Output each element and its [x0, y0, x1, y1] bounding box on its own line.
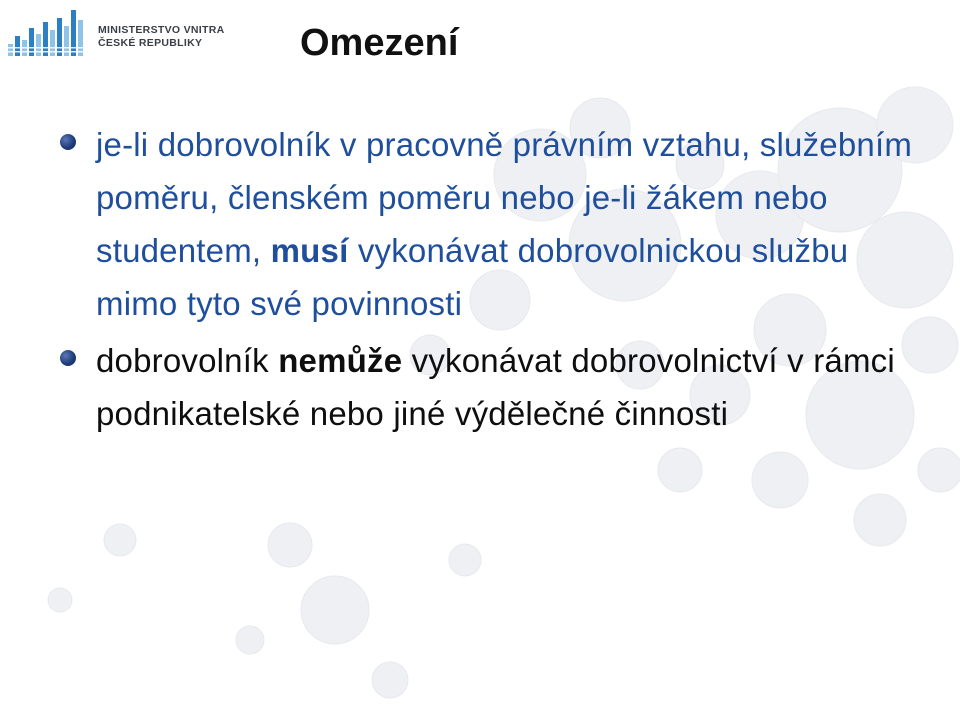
- bullet-dot-icon: [60, 350, 76, 366]
- bubble: [48, 588, 72, 612]
- bullet-text-post: vykonávat dobrovolnickou službu mimo tyto své povinnosti: [96, 232, 849, 322]
- ministry-logo: [6, 6, 246, 66]
- logo-bar: [36, 34, 41, 56]
- bullet-item: [58, 118, 938, 330]
- bubble: [268, 523, 312, 567]
- bullet-list: [58, 118, 938, 444]
- logo-bar: [15, 36, 20, 56]
- bubble: [104, 524, 136, 556]
- bubble: [372, 662, 408, 698]
- logo-bar: [78, 20, 83, 56]
- bullet-text-pre: dobrovolník: [96, 342, 279, 379]
- bullet-text: [96, 342, 895, 432]
- bubble: [854, 494, 906, 546]
- logo-line-1: MINISTERSTVO VNITRA: [98, 24, 225, 36]
- bullet-text-pre: je-li dobrovolník v pracovně právním vztahu, služebním poměru, členském poměru nebo je-li žákem nebo studentem,: [96, 126, 913, 269]
- logo-bar: [57, 18, 62, 56]
- bullet-text: [96, 126, 912, 322]
- bubble: [301, 576, 369, 644]
- bullet-dot-icon: [60, 134, 76, 150]
- logo-line-2: ČESKÉ REPUBLIKY: [98, 37, 203, 49]
- logo-bar: [71, 10, 76, 56]
- logo-text: [98, 24, 224, 50]
- bullet-text-bold: nemůže: [278, 342, 403, 379]
- logo-bar: [8, 44, 13, 56]
- logo-bars-icon: [6, 6, 92, 66]
- logo-bar: [43, 22, 48, 56]
- bullet-text-post: vykonávat dobrovolnictví v rámci podnikatelské nebo jiné výdělečné činnosti: [96, 342, 895, 432]
- bubble: [658, 448, 702, 492]
- slide-title: Omezení: [300, 22, 459, 64]
- bubble: [449, 544, 481, 576]
- bubble: [236, 626, 264, 654]
- bullet-item: [58, 334, 938, 440]
- bubble: [918, 448, 960, 492]
- bullet-text-bold: musí: [270, 232, 349, 269]
- bubble: [752, 452, 808, 508]
